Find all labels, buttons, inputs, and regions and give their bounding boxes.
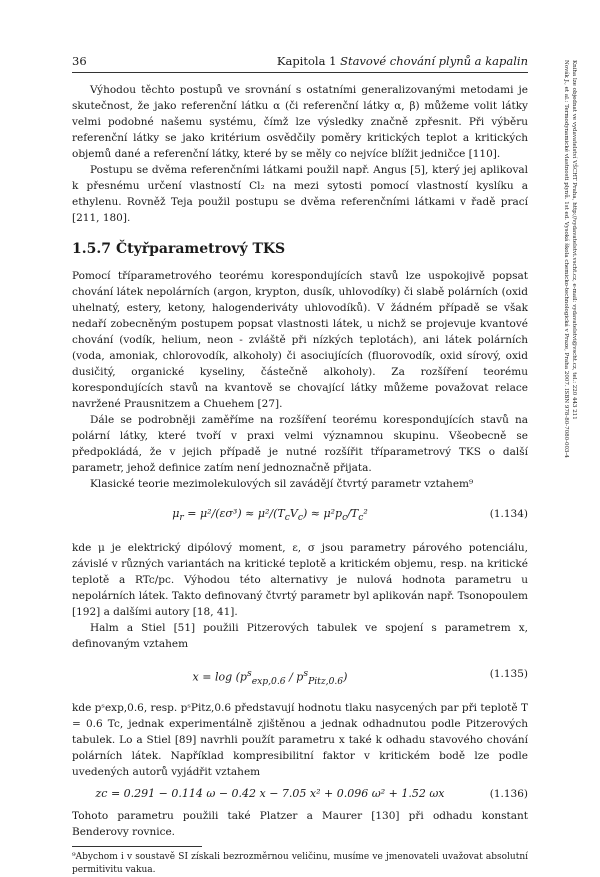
equation-1-134: [72, 498, 528, 534]
equation-number: (1.136): [489, 788, 528, 800]
equation-body: $\mu_r = \mu^2/(\varepsilon\sigma^3) \approx \mu^2/(T_cV_c) \approx \mu^2p_c/T_c^2$: [172, 507, 368, 524]
running-title: [277, 54, 528, 68]
paragraph: kde pˢexp,0.6, resp. pˢPitz,0.6 představují hodnotu tlaku nasycených par při teplotě T = 0.6 Tc, jednak experimentálně zjištěnou a jednak odhadnutou podle Pitzerových tabulek. Lo a Stiel [89] navrhli použít parametru x také k odhadu stavového chování polárních látek. Například kompresibilitní faktor v kritickém bodě lze podle uvedených autorů vyjádřit vztahem: [72, 702, 528, 778]
equation-number: (1.134): [489, 508, 528, 520]
page-number: 36: [72, 54, 87, 68]
equation-body: zc = 0.291 − 0.114 ω − 0.42 x − 7.05 x² + 0.096 ω² + 1.52 ωx: [95, 787, 445, 800]
footnote: ⁹Abychom i v soustavě SI získali bezrozměrnou veličinu, musíme ve jmenovateli uvažovat absolutní permitivitu vakua.: [72, 852, 528, 875]
paragraph: Pomocí tříparametrového teorému korespondujících stavů lze uspokojivě popsat chování látek nepolárních (argon, krypton, dusík, uhlovodíky) či slabě polárních (oxid uhelnatý, estery, ketony, halogenderiváty uhlovodíků). V žádném případě se však nedaří zobecněným postupem popsat vlastnosti látek, u nichž se projevuje kvantové chování (vodík, helium, neon - zvláště při nízkých teplotách), ani látek polárních (voda, amoniak, chlorovodík, alkoholy) či asociujících (fluorovodík, oxid sírový, oxid dusičitý, organické kyseliny, částečně alkoholy). Za rozšíření teorému korespondujících stavů na kvantově se chovající látky můžeme považovat relace navržené Prausnitzem a Chuehem [27].: [72, 270, 528, 410]
footnote-rule: [72, 846, 202, 847]
side-note-line-2: Kniha lze objednat ve vydavatelství VŠCHT Praha, http://vydavatelstvi.vscht.cz, e-mail: vydavatelstvi@vscht.cz, tel.: 220 443 211: [571, 60, 577, 420]
side-note-line-1: Novák J., et al.: Termodynamické vlastnosti plynů. 1st ed. Vysoká škola chemicko-technologická v Praze, Praha 2007. ISBN 978-80-7080-003-4: [563, 60, 569, 458]
paragraph: Postupu se dvěma referenčními látkami použil např. Angus [5], který jej aplikoval k přesnému určení vlastností Cl₂ na mezi sytosti pomocí vlastností kyslíku a ethylenu. Rovněž Teja použil postupu se dvěma referenčními látkami v řadě prací [211, 180].: [72, 164, 528, 224]
paragraph: Dále se podrobněji zaměříme na rozšíření teorému korespondujících stavů na polární látky, které tvoří v praxi velmi významnou skupinu. Všeobecně se předpokládá, že v jejich případě je nutné rozšířit tříparametrový TKS o další parametr, jehož definice zatím není jednoznačně přijata.: [72, 414, 528, 474]
equation-number: (1.135): [489, 668, 528, 680]
paragraph: Tohoto parametru použili také Platzer a Maurer [130] při odhadu konstant Benderovy rovnice.: [72, 810, 528, 838]
side-note: [555, 60, 587, 580]
equation-1-136: [72, 784, 528, 804]
paragraph: Halm a Stiel [51] použili Pitzerových tabulek ve spojení s parametrem x, definovaným vztahem: [72, 622, 528, 650]
section-heading: [72, 240, 528, 258]
section-number: 1.5.7: [72, 241, 111, 257]
chapter-title: Stavové chování plynů a kapalin: [340, 54, 528, 68]
equation-1-135: [72, 658, 528, 694]
paragraph: Výhodou těchto postupů ve srovnání s ostatními generalizovanými metodami je skutečnost, že jako referenční látku α (či referenční látky α, β) můžeme volit látky velmi podobné našemu systému, čímž lze výsledky značně zpřesnit. Při výběru referenční látky se jako kritérium osvědčily poměry kritických teplot a kritických objemů dané a referenční látky, které by se měly co nejvíce blížit jedničce [110].: [72, 84, 528, 160]
paragraph: kde μ je elektrický dipólový moment, ε, σ jsou parametry párového potenciálu, závislé v různých variantách na kritické teplotě a kritickém objemu, resp. na kritické teplotě a RTc/pc. Výhodou této alternativy je nulová hodnota parametru u nepolárních látek. Takto definovaný čtvrtý parametr byl aplikován např. Tsonopoulem [192] a dalšími autory [18, 41].: [72, 542, 529, 618]
page-body: [72, 82, 528, 877]
paragraph: Klasické teorie mezimolekulových sil zavádějí čtvrtý parametr vztahem⁹: [90, 478, 474, 490]
chapter-label: Kapitola 1: [276, 54, 337, 68]
header-rule: [72, 72, 528, 73]
equation-body: $x = \log (p^s_{exp,0.6} / p^s_{Pitz,0.6})$: [192, 668, 348, 687]
section-title: Čtyřparametrový TKS: [116, 241, 286, 257]
